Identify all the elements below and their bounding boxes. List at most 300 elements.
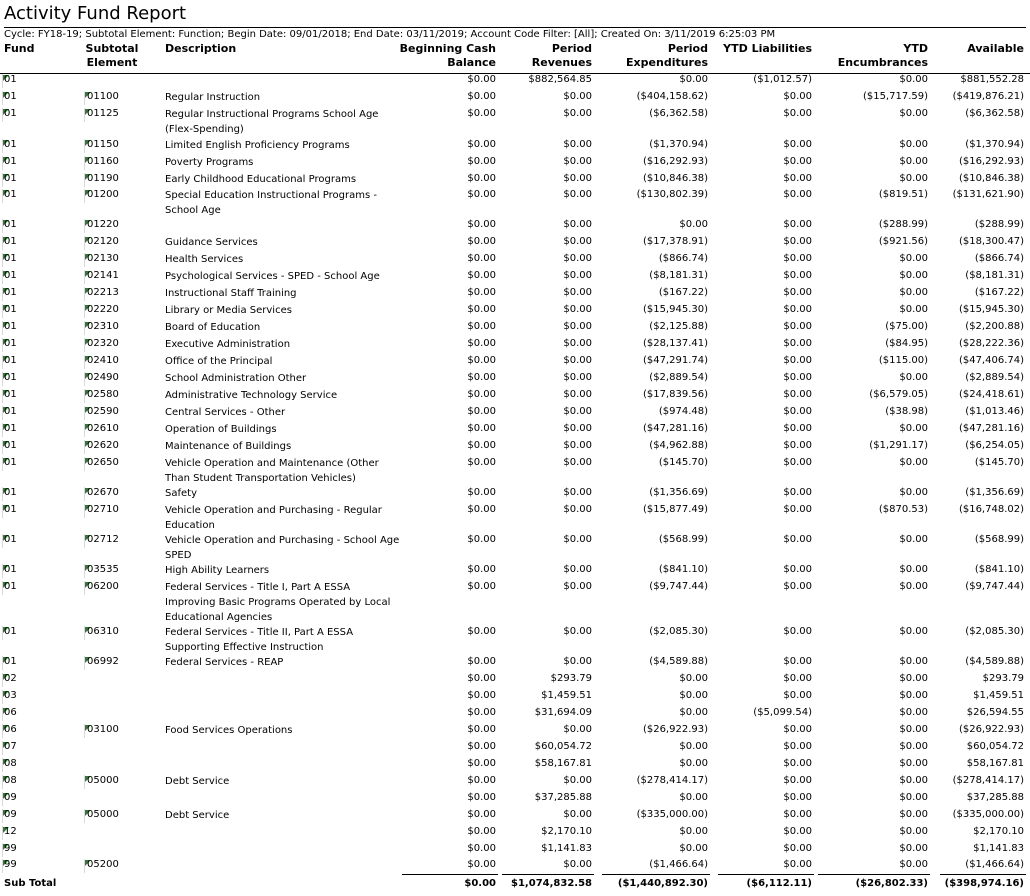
fund-cell: 12 <box>4 826 17 837</box>
subtotal-element-cell: 02310 <box>87 321 119 332</box>
period-revenues-cell: $0.00 <box>563 270 592 281</box>
beginning-cash-cell: $0.00 <box>467 792 496 803</box>
period-revenues-cell: $882,564.85 <box>528 74 592 85</box>
subtotal-available: ($398,974.16) <box>944 878 1024 889</box>
available-cell: $26,594.55 <box>966 707 1024 718</box>
period-revenues-cell: $0.00 <box>563 108 592 119</box>
period-expenditures-cell: $0.00 <box>679 707 708 718</box>
ytd-encumbrances-cell: $0.00 <box>899 372 928 383</box>
subtotal-element-cell: 02670 <box>87 487 119 498</box>
header-beginning-cash <box>398 42 496 70</box>
subtotal-element-cell: 06200 <box>87 581 119 592</box>
beginning-cash-cell: $0.00 <box>467 287 496 298</box>
fund-cell: 01 <box>4 173 17 184</box>
period-revenues-cell: $0.00 <box>563 775 592 786</box>
available-cell: $293.79 <box>982 673 1024 684</box>
available-cell: $58,167.81 <box>966 758 1024 769</box>
beginning-cash-cell: $0.00 <box>467 487 496 498</box>
ytd-encumbrances-cell: $0.00 <box>899 457 928 468</box>
period-revenues-cell: $2,170.10 <box>541 826 592 837</box>
period-revenues-cell: $0.00 <box>563 219 592 230</box>
available-cell: $37,285.88 <box>966 792 1024 803</box>
available-cell: ($2,085.30) <box>965 626 1024 637</box>
ytd-liabilities-cell: $0.00 <box>783 253 812 264</box>
fund-cell: 01 <box>4 581 17 592</box>
description-cell: Early Childhood Educational Programs <box>165 174 357 185</box>
subtotal-element-cell: 03535 <box>87 564 119 575</box>
available-cell: ($278,414.17) <box>952 775 1024 786</box>
ytd-liabilities-cell: $0.00 <box>783 321 812 332</box>
period-expenditures-cell: ($15,945.30) <box>642 304 708 315</box>
period-expenditures-cell: ($866.74) <box>658 253 708 264</box>
period-expenditures-cell: $0.00 <box>679 792 708 803</box>
beginning-cash-cell: $0.00 <box>467 321 496 332</box>
fund-cell: 08 <box>4 758 17 769</box>
ytd-encumbrances-cell: $0.00 <box>899 156 928 167</box>
ytd-encumbrances-cell: ($870.53) <box>878 504 928 515</box>
ytd-encumbrances-cell: $0.00 <box>899 287 928 298</box>
subtotal-element-cell: 06310 <box>87 626 119 637</box>
description-cell: School Administration Other <box>165 373 307 384</box>
fund-cell: 01 <box>4 139 17 150</box>
ytd-liabilities-cell: $0.00 <box>783 173 812 184</box>
period-revenues-cell: $0.00 <box>563 809 592 820</box>
period-revenues-cell: $0.00 <box>563 287 592 298</box>
header-subtotal-line1: Subtotal <box>85 42 139 55</box>
period-revenues-cell: $1,141.83 <box>541 843 592 854</box>
subtotal-rule-exp <box>602 874 710 875</box>
period-revenues-cell: $0.00 <box>563 534 592 545</box>
ytd-encumbrances-cell: $0.00 <box>899 487 928 498</box>
ytd-encumbrances-cell: $0.00 <box>899 758 928 769</box>
fund-cell: 01 <box>4 564 17 575</box>
header-begin-line2: Balance <box>447 56 496 69</box>
description-cell: Vehicle Operation and Purchasing - School Age SPED <box>165 535 400 561</box>
ytd-liabilities-cell: ($1,012.57) <box>753 74 812 85</box>
fund-cell: 08 <box>4 775 17 786</box>
beginning-cash-cell: $0.00 <box>467 355 496 366</box>
ytd-liabilities-cell: $0.00 <box>783 372 812 383</box>
header-rev-line1: Period <box>551 42 592 55</box>
subtotal-expenditures: ($1,440,892.30) <box>617 878 708 889</box>
period-revenues-cell: $0.00 <box>563 656 592 667</box>
ytd-encumbrances-cell: $0.00 <box>899 859 928 870</box>
subtotal-rule-avail <box>940 874 1026 875</box>
period-revenues-cell: $0.00 <box>563 304 592 315</box>
ytd-encumbrances-cell: ($84.95) <box>885 338 928 349</box>
fund-cell: 06 <box>4 724 17 735</box>
fund-cell: 01 <box>4 321 17 332</box>
ytd-liabilities-cell: $0.00 <box>783 406 812 417</box>
subtotal-element-cell: 02213 <box>87 287 119 298</box>
ytd-encumbrances-cell: $0.00 <box>899 304 928 315</box>
fund-cell: 01 <box>4 304 17 315</box>
available-cell: ($15,945.30) <box>958 304 1024 315</box>
period-revenues-cell: $0.00 <box>563 253 592 264</box>
fund-cell: 01 <box>4 219 17 230</box>
header-rev-line2: Revenues <box>531 56 592 69</box>
ytd-encumbrances-cell: $0.00 <box>899 534 928 545</box>
fund-cell: 01 <box>4 287 17 298</box>
beginning-cash-cell: $0.00 <box>467 389 496 400</box>
description-cell: Regular Instruction <box>165 92 261 103</box>
ytd-liabilities-cell: $0.00 <box>783 219 812 230</box>
ytd-encumbrances-cell: $0.00 <box>899 707 928 718</box>
description-cell: Executive Administration <box>165 339 291 350</box>
beginning-cash-cell: $0.00 <box>467 826 496 837</box>
period-revenues-cell: $0.00 <box>563 156 592 167</box>
period-expenditures-cell: ($1,356.69) <box>649 487 708 498</box>
ytd-liabilities-cell: $0.00 <box>783 626 812 637</box>
subtotal-liabilities: ($6,112.11) <box>746 878 812 889</box>
header-exp-line2: Expenditures <box>626 56 708 69</box>
period-expenditures-cell: ($1,370.94) <box>649 139 708 150</box>
available-cell: $1,141.83 <box>973 843 1024 854</box>
ytd-encumbrances-cell: $0.00 <box>899 564 928 575</box>
beginning-cash-cell: $0.00 <box>467 304 496 315</box>
beginning-cash-cell: $0.00 <box>467 74 496 85</box>
subtotal-element-cell: 06992 <box>87 656 119 667</box>
header-ytd-liabilities: YTD Liabilities <box>723 42 812 55</box>
ytd-encumbrances-cell: $0.00 <box>899 656 928 667</box>
beginning-cash-cell: $0.00 <box>467 139 496 150</box>
subtotal-element-cell: 05000 <box>87 775 119 786</box>
fund-cell: 01 <box>4 253 17 264</box>
description-cell: Library or Media Services <box>165 305 292 316</box>
beginning-cash-cell: $0.00 <box>467 809 496 820</box>
period-expenditures-cell: ($4,589.88) <box>649 656 708 667</box>
description-cell: Federal Services - Title I, Part A ESSA Improving Basic Programs Operated by Local Educational Agencies <box>165 582 391 623</box>
ytd-liabilities-cell: $0.00 <box>783 423 812 434</box>
period-expenditures-cell: ($6,362.58) <box>649 108 708 119</box>
beginning-cash-cell: $0.00 <box>467 173 496 184</box>
subtotal-element-cell: 02410 <box>87 355 119 366</box>
available-cell: ($28,222.36) <box>958 338 1024 349</box>
ytd-encumbrances-cell: $0.00 <box>899 108 928 119</box>
available-cell: ($131,621.90) <box>952 189 1024 200</box>
fund-cell: 09 <box>4 809 17 820</box>
available-cell: $881,552.28 <box>960 74 1024 85</box>
period-revenues-cell: $0.00 <box>563 173 592 184</box>
description-cell: Board of Education <box>165 322 261 333</box>
period-revenues-cell: $293.79 <box>550 673 592 684</box>
beginning-cash-cell: $0.00 <box>467 440 496 451</box>
beginning-cash-cell: $0.00 <box>467 564 496 575</box>
description-cell: Instructional Staff Training <box>165 288 297 299</box>
beginning-cash-cell: $0.00 <box>467 758 496 769</box>
ytd-liabilities-cell: $0.00 <box>783 656 812 667</box>
ytd-encumbrances-cell: $0.00 <box>899 741 928 752</box>
header-period-expenditures <box>600 42 708 70</box>
ytd-liabilities-cell: $0.00 <box>783 859 812 870</box>
period-revenues-cell: $0.00 <box>563 581 592 592</box>
ytd-liabilities-cell: $0.00 <box>783 338 812 349</box>
ytd-liabilities-cell: $0.00 <box>783 389 812 400</box>
header-period-revenues <box>500 42 592 70</box>
available-cell: ($6,362.58) <box>965 108 1024 119</box>
header-subtotal-line2: Element <box>86 56 138 69</box>
available-cell: ($26,922.93) <box>958 724 1024 735</box>
beginning-cash-cell: $0.00 <box>467 775 496 786</box>
available-cell: ($18,300.47) <box>958 236 1024 247</box>
fund-cell: 01 <box>4 656 17 667</box>
available-cell: $2,170.10 <box>973 826 1024 837</box>
beginning-cash-cell: $0.00 <box>467 673 496 684</box>
ytd-liabilities-cell: $0.00 <box>783 457 812 468</box>
subtotal-element-cell: 02710 <box>87 504 119 515</box>
ytd-liabilities-cell: ($5,099.54) <box>753 707 812 718</box>
ytd-encumbrances-cell: ($288.99) <box>878 219 928 230</box>
beginning-cash-cell: $0.00 <box>467 457 496 468</box>
available-cell: ($9,747.44) <box>965 581 1024 592</box>
ytd-encumbrances-cell: $0.00 <box>899 826 928 837</box>
column-header-row <box>0 41 1030 74</box>
beginning-cash-cell: $0.00 <box>467 656 496 667</box>
available-cell: ($288.99) <box>974 219 1024 230</box>
header-subtotal-element <box>84 42 140 70</box>
period-revenues-cell: $0.00 <box>563 91 592 102</box>
ytd-encumbrances-cell: $0.00 <box>899 581 928 592</box>
description-cell: Health Services <box>165 254 244 265</box>
description-cell: Federal Services - Title II, Part A ESSA Supporting Effective Instruction <box>165 627 354 653</box>
period-revenues-cell: $31,694.09 <box>534 707 592 718</box>
ytd-liabilities-cell: $0.00 <box>783 581 812 592</box>
fund-cell: 01 <box>4 338 17 349</box>
description-cell: Regular Instructional Programs School Age (Flex-Spending) <box>165 109 379 135</box>
period-revenues-cell: $0.00 <box>563 724 592 735</box>
period-revenues-cell: $0.00 <box>563 440 592 451</box>
description-cell: Office of the Principal <box>165 356 273 367</box>
subtotal-element-cell: 02712 <box>87 534 119 545</box>
period-expenditures-cell: ($17,839.56) <box>642 389 708 400</box>
fund-cell: 01 <box>4 189 17 200</box>
fund-cell: 01 <box>4 626 17 637</box>
description-cell: Guidance Services <box>165 237 258 248</box>
period-expenditures-cell: ($974.48) <box>658 406 708 417</box>
fund-cell: 09 <box>4 792 17 803</box>
subtotal-rule-begin <box>402 874 498 875</box>
fund-cell: 01 <box>4 156 17 167</box>
available-cell: ($47,281.16) <box>958 423 1024 434</box>
beginning-cash-cell: $0.00 <box>467 156 496 167</box>
fund-cell: 01 <box>4 423 17 434</box>
fund-cell: 06 <box>4 707 17 718</box>
subtotal-element-cell: 05000 <box>87 809 119 820</box>
period-revenues-cell: $0.00 <box>563 321 592 332</box>
ytd-liabilities-cell: $0.00 <box>783 775 812 786</box>
ytd-liabilities-cell: $0.00 <box>783 355 812 366</box>
period-expenditures-cell: ($2,889.54) <box>649 372 708 383</box>
available-cell: ($16,748.02) <box>958 504 1024 515</box>
available-cell: ($10,846.38) <box>958 173 1024 184</box>
available-cell: ($419,876.21) <box>952 91 1024 102</box>
subtotal-rule-liab <box>718 874 814 875</box>
period-revenues-cell: $37,285.88 <box>534 792 592 803</box>
beginning-cash-cell: $0.00 <box>467 504 496 515</box>
available-cell: ($568.99) <box>974 534 1024 545</box>
period-revenues-cell: $0.00 <box>563 457 592 468</box>
ytd-liabilities-cell: $0.00 <box>783 690 812 701</box>
fund-cell: 01 <box>4 372 17 383</box>
available-cell: ($841.10) <box>974 564 1024 575</box>
description-cell: Food Services Operations <box>165 725 293 736</box>
header-exp-line1: Period <box>667 42 708 55</box>
available-cell: ($6,254.05) <box>965 440 1024 451</box>
subtotal-revenues: $1,074,832.58 <box>511 878 592 889</box>
fund-cell: 99 <box>4 843 17 854</box>
ytd-encumbrances-cell: $0.00 <box>899 626 928 637</box>
fund-cell: 01 <box>4 534 17 545</box>
period-revenues-cell: $0.00 <box>563 236 592 247</box>
available-cell: ($8,181.31) <box>965 270 1024 281</box>
subtotal-element-cell: 02130 <box>87 253 119 264</box>
fund-cell: 01 <box>4 355 17 366</box>
description-cell: Poverty Programs <box>165 157 254 168</box>
beginning-cash-cell: $0.00 <box>467 724 496 735</box>
available-cell: ($866.74) <box>974 253 1024 264</box>
ytd-liabilities-cell: $0.00 <box>783 287 812 298</box>
description-cell: Maintenance of Buildings <box>165 441 292 452</box>
subtotal-element-cell: 01190 <box>87 173 119 184</box>
description-cell: Psychological Services - SPED - School Age <box>165 271 380 282</box>
ytd-liabilities-cell: $0.00 <box>783 809 812 820</box>
subtotal-element-cell: 01200 <box>87 189 119 200</box>
subtotal-element-cell: 02580 <box>87 389 119 400</box>
subtotal-element-cell: 02610 <box>87 423 119 434</box>
ytd-encumbrances-cell: ($921.56) <box>878 236 928 247</box>
ytd-encumbrances-cell: ($1,291.17) <box>869 440 928 451</box>
description-cell: Operation of Buildings <box>165 424 277 435</box>
ytd-encumbrances-cell: $0.00 <box>899 673 928 684</box>
beginning-cash-cell: $0.00 <box>467 253 496 264</box>
period-revenues-cell: $58,167.81 <box>534 758 592 769</box>
period-revenues-cell: $0.00 <box>563 372 592 383</box>
subtotal-element-cell: 02620 <box>87 440 119 451</box>
subtotal-element-cell: 02320 <box>87 338 119 349</box>
period-expenditures-cell: ($10,846.38) <box>642 173 708 184</box>
period-expenditures-cell: ($130,802.39) <box>636 189 708 200</box>
fund-cell: 01 <box>4 108 17 119</box>
subtotal-label: Sub Total <box>4 878 57 889</box>
fund-cell: 01 <box>4 389 17 400</box>
available-cell: ($24,418.61) <box>958 389 1024 400</box>
ytd-encumbrances-cell: $0.00 <box>899 270 928 281</box>
period-expenditures-cell: $0.00 <box>679 673 708 684</box>
beginning-cash-cell: $0.00 <box>467 372 496 383</box>
available-cell: ($1,466.64) <box>965 859 1024 870</box>
available-cell: ($335,000.00) <box>952 809 1024 820</box>
beginning-cash-cell: $0.00 <box>467 219 496 230</box>
fund-cell: 01 <box>4 440 17 451</box>
ytd-encumbrances-cell: $0.00 <box>899 792 928 803</box>
period-expenditures-cell: ($278,414.17) <box>636 775 708 786</box>
subtotal-element-cell: 01125 <box>87 108 119 119</box>
subtotal-element-cell: 02490 <box>87 372 119 383</box>
fund-cell: 01 <box>4 406 17 417</box>
description-cell: High Ability Learners <box>165 565 270 576</box>
ytd-encumbrances-cell: $0.00 <box>899 139 928 150</box>
ytd-liabilities-cell: $0.00 <box>783 108 812 119</box>
available-cell: ($1,013.46) <box>965 406 1024 417</box>
fund-cell: 99 <box>4 859 17 870</box>
beginning-cash-cell: $0.00 <box>467 108 496 119</box>
fund-cell: 01 <box>4 487 17 498</box>
ytd-encumbrances-cell: ($15,717.59) <box>862 91 928 102</box>
ytd-liabilities-cell: $0.00 <box>783 91 812 102</box>
ytd-liabilities-cell: $0.00 <box>783 564 812 575</box>
report-title: Activity Fund Report <box>4 3 187 24</box>
ytd-encumbrances-cell: $0.00 <box>899 809 928 820</box>
available-cell: ($167.22) <box>974 287 1024 298</box>
ytd-liabilities-cell: $0.00 <box>783 758 812 769</box>
period-revenues-cell: $0.00 <box>563 189 592 200</box>
header-fund: Fund <box>4 42 35 55</box>
period-expenditures-cell: ($568.99) <box>658 534 708 545</box>
ytd-encumbrances-cell: ($75.00) <box>885 321 928 332</box>
beginning-cash-cell: $0.00 <box>467 423 496 434</box>
period-expenditures-cell: ($26,922.93) <box>642 724 708 735</box>
ytd-encumbrances-cell: $0.00 <box>899 724 928 735</box>
ytd-liabilities-cell: $0.00 <box>783 156 812 167</box>
fund-cell: 01 <box>4 457 17 468</box>
ytd-liabilities-cell: $0.00 <box>783 504 812 515</box>
available-cell: ($16,292.93) <box>958 156 1024 167</box>
header-available: Available <box>967 42 1024 55</box>
fund-cell: 03 <box>4 690 17 701</box>
subtotal-element-cell: 01220 <box>87 219 119 230</box>
ytd-liabilities-cell: $0.00 <box>783 673 812 684</box>
ytd-encumbrances-cell: $0.00 <box>899 423 928 434</box>
ytd-encumbrances-cell: $0.00 <box>899 690 928 701</box>
description-cell: Debt Service <box>165 810 230 821</box>
fund-cell: 01 <box>4 91 17 102</box>
period-expenditures-cell: ($841.10) <box>658 564 708 575</box>
subtotal-encumbrances: ($26,802.33) <box>855 878 928 889</box>
period-revenues-cell: $0.00 <box>563 859 592 870</box>
period-expenditures-cell: ($16,292.93) <box>642 156 708 167</box>
period-expenditures-cell: $0.00 <box>679 741 708 752</box>
period-expenditures-cell: $0.00 <box>679 74 708 85</box>
period-expenditures-cell: ($8,181.31) <box>649 270 708 281</box>
ytd-liabilities-cell: $0.00 <box>783 440 812 451</box>
ytd-liabilities-cell: $0.00 <box>783 843 812 854</box>
beginning-cash-cell: $0.00 <box>467 270 496 281</box>
period-expenditures-cell: $0.00 <box>679 690 708 701</box>
description-cell: Debt Service <box>165 776 230 787</box>
beginning-cash-cell: $0.00 <box>467 338 496 349</box>
period-expenditures-cell: $0.00 <box>679 758 708 769</box>
period-revenues-cell: $0.00 <box>563 389 592 400</box>
period-revenues-cell: $0.00 <box>563 406 592 417</box>
beginning-cash-cell: $0.00 <box>467 707 496 718</box>
period-expenditures-cell: ($47,291.74) <box>642 355 708 366</box>
subtotal-rule-enc <box>818 874 930 875</box>
beginning-cash-cell: $0.00 <box>467 690 496 701</box>
period-expenditures-cell: ($28,137.41) <box>642 338 708 349</box>
beginning-cash-cell: $0.00 <box>467 534 496 545</box>
period-expenditures-cell: $0.00 <box>679 219 708 230</box>
ytd-encumbrances-cell: $0.00 <box>899 74 928 85</box>
ytd-liabilities-cell: $0.00 <box>783 236 812 247</box>
beginning-cash-cell: $0.00 <box>467 843 496 854</box>
header-ytd-encumbrances: YTD Encumbrances <box>837 42 928 69</box>
ytd-encumbrances-cell: ($6,579.05) <box>869 389 928 400</box>
subtotal-element-cell: 01100 <box>87 91 119 102</box>
period-expenditures-cell: ($9,747.44) <box>649 581 708 592</box>
ytd-liabilities-cell: $0.00 <box>783 826 812 837</box>
subtotal-element-cell: 03100 <box>87 724 119 735</box>
period-revenues-cell: $1,459.51 <box>541 690 592 701</box>
